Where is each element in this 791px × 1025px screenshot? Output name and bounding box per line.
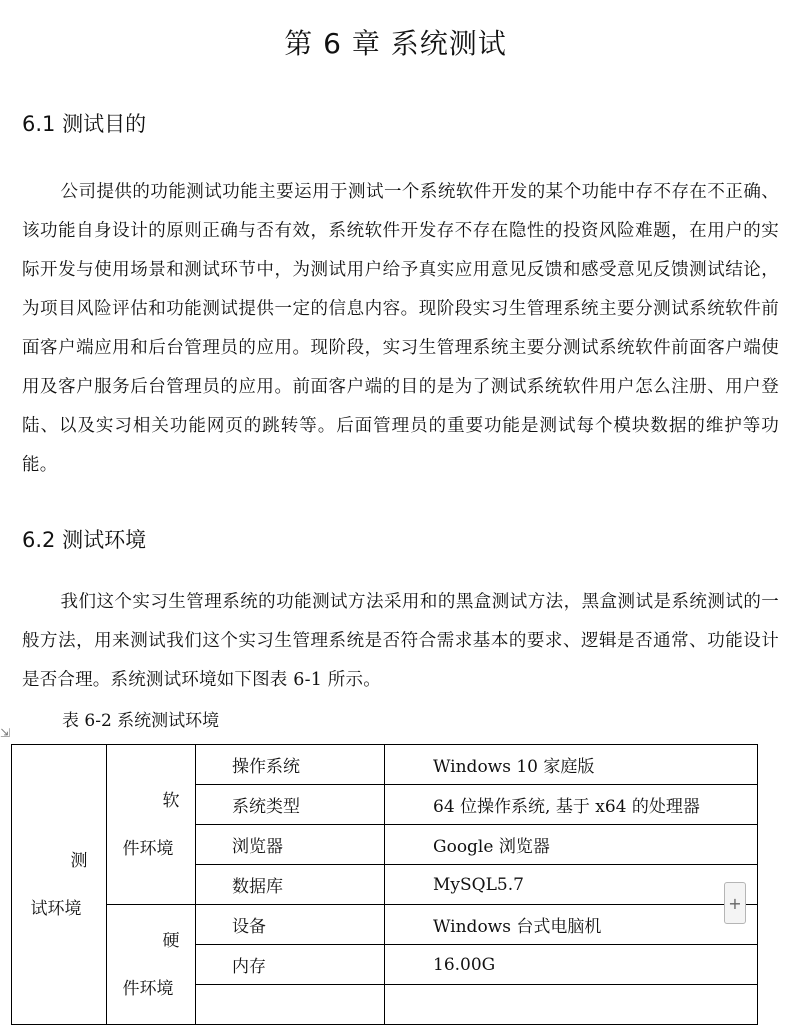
table-cell-value: MySQL5.7 — [385, 865, 758, 905]
table-cell-value: Windows 10 家庭版 — [385, 745, 758, 785]
table-cell-name: 浏览器 — [196, 825, 385, 865]
group-label-cont: 试环境 — [30, 898, 82, 919]
hardware-label-cont: 件环境 — [122, 978, 174, 999]
table-cell-value: 64 位操作系统, 基于 x64 的处理器 — [385, 785, 758, 825]
hardware-label: 硬 — [162, 930, 180, 951]
add-row-button[interactable]: + — [724, 882, 746, 924]
table-row — [12, 745, 758, 785]
paragraph-environment: 我们这个实习生管理系统的功能测试方法采用和的黑盒测试方法，黑盒测试是系统测试的一般方法，用来测试我们这个实习生管理系统是否符合需求基本的要求、逻辑是否通常、功能设计是否合理。系统测试环境如下图表 6-1 所示。 — [22, 592, 779, 690]
table-cell-value: 16.00G — [385, 945, 758, 985]
table-cell-value: Windows 台式电脑机 — [385, 905, 758, 945]
section-heading-purpose: 6.1 测试目的 — [22, 112, 147, 136]
hardware-label-cell — [107, 905, 196, 1025]
table-cell-name: 操作系统 — [196, 745, 385, 785]
table-cell-value: Google 浏览器 — [385, 825, 758, 865]
table-cell-name — [196, 985, 385, 1025]
table-cell-value — [385, 985, 758, 1025]
table-cell-name: 系统类型 — [196, 785, 385, 825]
table-row — [12, 905, 758, 945]
group-label-cell — [12, 745, 107, 1025]
software-label: 软 — [162, 790, 180, 811]
table-caption: 表 6-2 系统测试环境 — [62, 711, 220, 731]
table-cell-name: 设备 — [196, 905, 385, 945]
table-cell-name: 数据库 — [196, 865, 385, 905]
section-heading-environment: 6.2 测试环境 — [22, 528, 147, 552]
table-cell-name: 内存 — [196, 945, 385, 985]
software-label-cont: 件环境 — [122, 838, 174, 859]
table-anchor-icon[interactable]: ⇲ — [0, 726, 11, 740]
chapter-title: 第 6 章 系统测试 — [284, 27, 507, 60]
software-label-cell — [107, 745, 196, 905]
group-label: 测 — [70, 850, 88, 871]
paragraph-purpose: 公司提供的功能测试功能主要运用于测试一个系统软件开发的某个功能中存不存在不正确、该功能自身设计的原则正确与否有效，系统软件开发存不存在隐性的投资风险难题，在用户的实际开发与使用场景和测试环节中，为测试用户给予真实应用意见反馈和感受意见反馈测试结论，为项目风险评估和功能测试提供一定的信息内容。现阶段实习生管理系统主要分测试系统软件前面客户端应用和后台管理员的应用。现阶段，实习生管理系统主要分测试系统软件前面客户端使用及客户服务后台管理员的应用。前面客户端的目的是为了测试系统软件用户怎么注册、用户登陆、以及实习相关功能网页的跳转等。后面管理员的重要功能是测试每个模块数据的维护等功能。 — [22, 182, 779, 475]
test-environment-table — [11, 744, 758, 1025]
